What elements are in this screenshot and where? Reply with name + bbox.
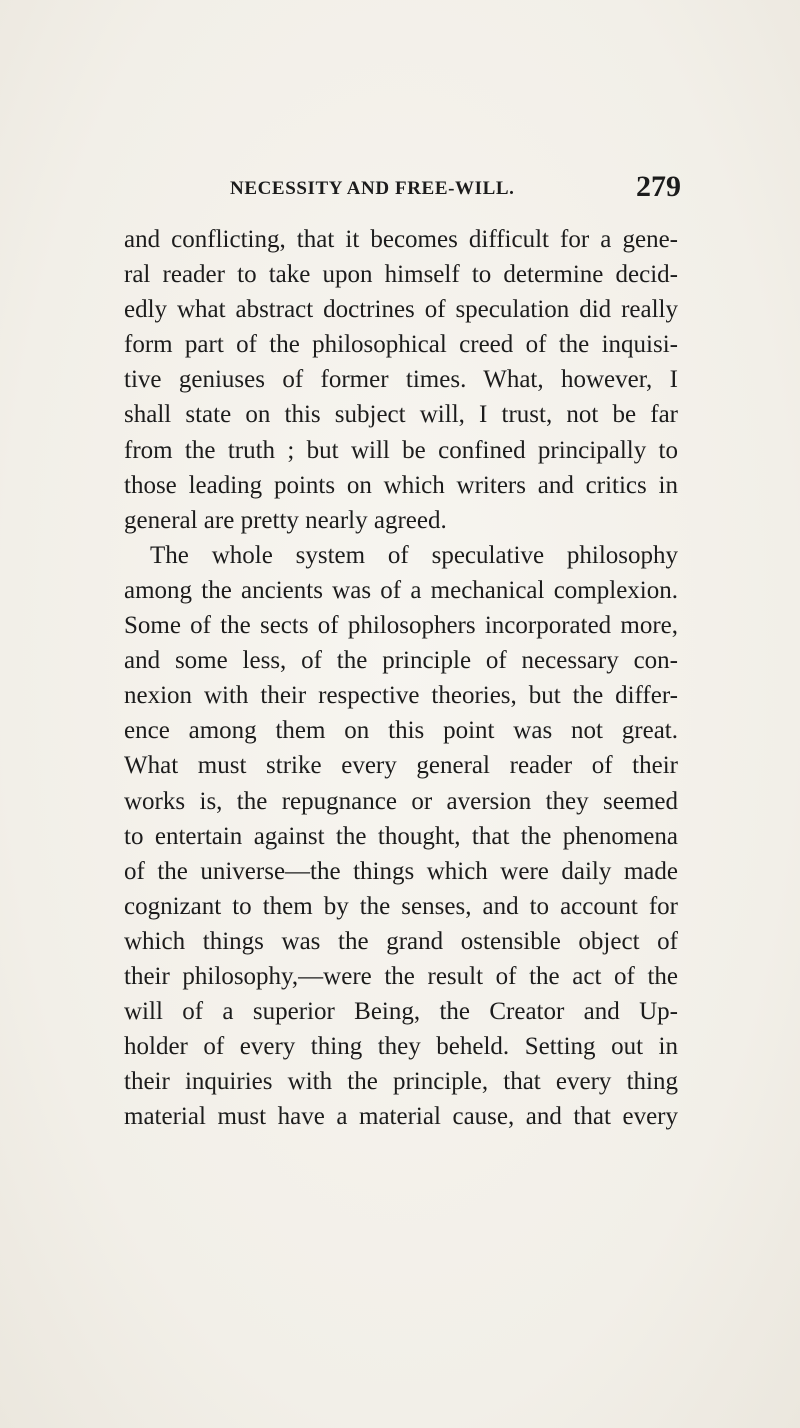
body-text [124,222,678,1134]
text-line: What must strike every general reader of their [124,752,678,780]
text-line: and some less, of the principle of necessary con- [124,647,678,675]
text-line: and conflicting, that it becomes difficult for a gene- [124,226,678,253]
text-line: edly what abstract doctrines of speculation did really [124,296,678,324]
text-line: works is, the repugnance or aversion they seemed [124,787,678,815]
text-line: form part of the philosophical creed of the inquisi- [124,331,678,359]
text-line: Some of the sects of philosophers incorporated more, [124,612,678,640]
text-line: nexion with their respective theories, but the differ- [124,682,678,710]
text-line: which things was the grand ostensible object of [124,927,678,955]
text-line: shall state on this subject will, I trust, not be far [124,401,678,429]
text-line: cognizant to them by the senses, and to account for [124,892,678,920]
text-line: of the universe—the things which were daily made [124,857,678,885]
page-number: 279 [636,170,681,203]
running-head [0,172,800,208]
text-line: their inquiries with the principle, that every thing [124,1068,678,1096]
text-line: ence among them on this point was not great. [124,717,678,745]
running-title: NECESSITY AND FREE-WILL. [230,178,515,199]
text-line: from the truth ; but will be confined principally to [124,436,678,464]
text-line: ral reader to take upon himself to determine decid- [124,261,678,289]
text-line: holder of every thing they beheld. Setting out in [124,1033,678,1061]
paragraph-first-line: The whole system of speculative philosophy [150,541,678,569]
text-line: their philosophy,—were the result of the act of the [124,962,678,990]
text-line: to entertain against the thought, that the phenomena [124,822,678,850]
text-line: general are pretty nearly agreed. [124,506,447,534]
text-line: material must have a material cause, and that every [124,1103,678,1131]
text-line: tive geniuses of former times. What, however, I [124,366,678,394]
text-line: among the ancients was of a mechanical complexion. [124,576,678,604]
text-line: those leading points on which writers and critics in [124,471,678,499]
text-line: will of a superior Being, the Creator and Up- [124,998,678,1026]
